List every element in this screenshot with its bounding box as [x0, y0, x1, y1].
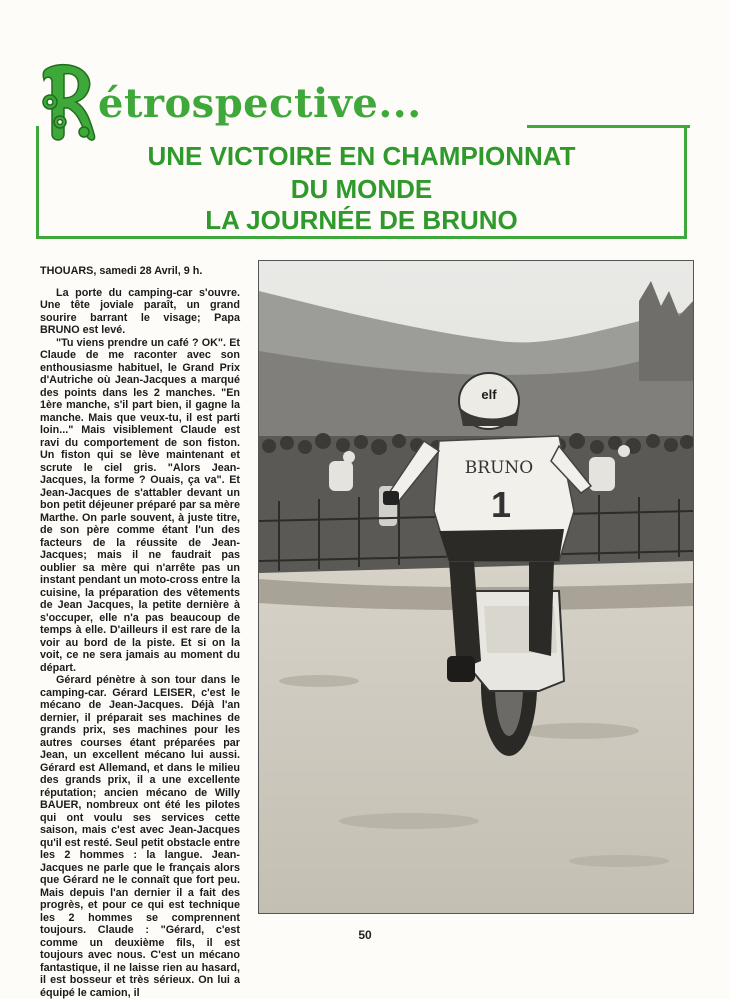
title-line-2: DU MONDE [290, 174, 433, 204]
article-paragraph: Gérard pénètre à son tour dans le camping-car. Gérard LEISER, c'est le mécano de Jean-Jacques. Déjà l'an dernier, il préparait ses machines de grands prix, ses machines pour les autres courses étant préparées par Jean, un excellent mécano lui aussi. Gérard est Allemand, et dans le milieu des grands prix, il a une excellente réputation; ancien mécano de Willy BAUER, nombreux ont été les pilotes qui ont voulu ses services cette saison, mais c'est avec Jean-Jacques qu'il est resté. Seul petit obstacle entre les 2 hommes : la langue. Jean-Jacques ne parle que le français alors que Gérard ne le connaît que fort peu. Mais depuis l'an dernier il a fait des progrès, et pour ce qui est technique les 2 hommes se comprennent toujours. Claude : "Gérard, c'est comme un deuxième fils, il est toujours avec nous. C'est un mécano fantastique, il ne laisse rien au hasard, il est bosseur et très sérieux. On lui a équipé le camion, il [40, 674, 240, 999]
motocross-photo [258, 260, 694, 914]
page-number: 50 [358, 928, 372, 942]
photo-illustration [259, 261, 693, 913]
title-line-3: LA JOURNÉE DE BRUNO [205, 205, 518, 235]
article-column [40, 265, 240, 999]
article-paragraph: La porte du camping-car s'ouvre. Une tête joviale paraît, un grand sourire barrant le visage; Papa BRUNO est levé. [40, 286, 240, 336]
jersey-name-text: BRUNO [464, 458, 534, 478]
jersey-number-text: 1 [490, 484, 512, 525]
helmet-sponsor-text: elf [481, 387, 497, 402]
article-paragraph: "Tu viens prendre un café ? OK". Et Claude de me raconter avec son enthousiasme habituel, le Grand Prix d'Autriche où Jean-Jacques a marqué des points dans les 2 manches. "En 1ère manche, s'il part bien, il gagne la manche. Mais que veux-tu, il est parti loin..." Mais visiblement Claude est ravi du comportement de son fiston. Un fiston qui se lève maintenant et scrute le ciel gris. "Alors Jean-Jacques, la forme ? Ouais, ça va". Et Jean-Jacques de s'attabler devant un bon petit déjeuner préparé par sa mère Marthe. On parle souvent, à juste titre, de son père comme étant l'un des facteurs de la réussite de Jean-Jacques; mais il ne faudrait pas oublier sa mère qui n'arrête pas un instant pendant un moto-cross entre la cuisine, la préparation des vêtements de Jean Jacques, la petite dernière à s'occuper, elle n'a pas beaucoup de temps à elle. D'ailleurs il est rare de la voir au bord de la piste. Et si on la voit, ce ne sera jamais au moment du départ. [40, 336, 240, 674]
title-line-1: UNE VICTOIRE EN CHAMPIONNAT [147, 141, 576, 171]
section-kicker: étrospective... [98, 80, 422, 127]
article-dateline: THOUARS, samedi 28 Avril, 9 h. [40, 265, 203, 277]
